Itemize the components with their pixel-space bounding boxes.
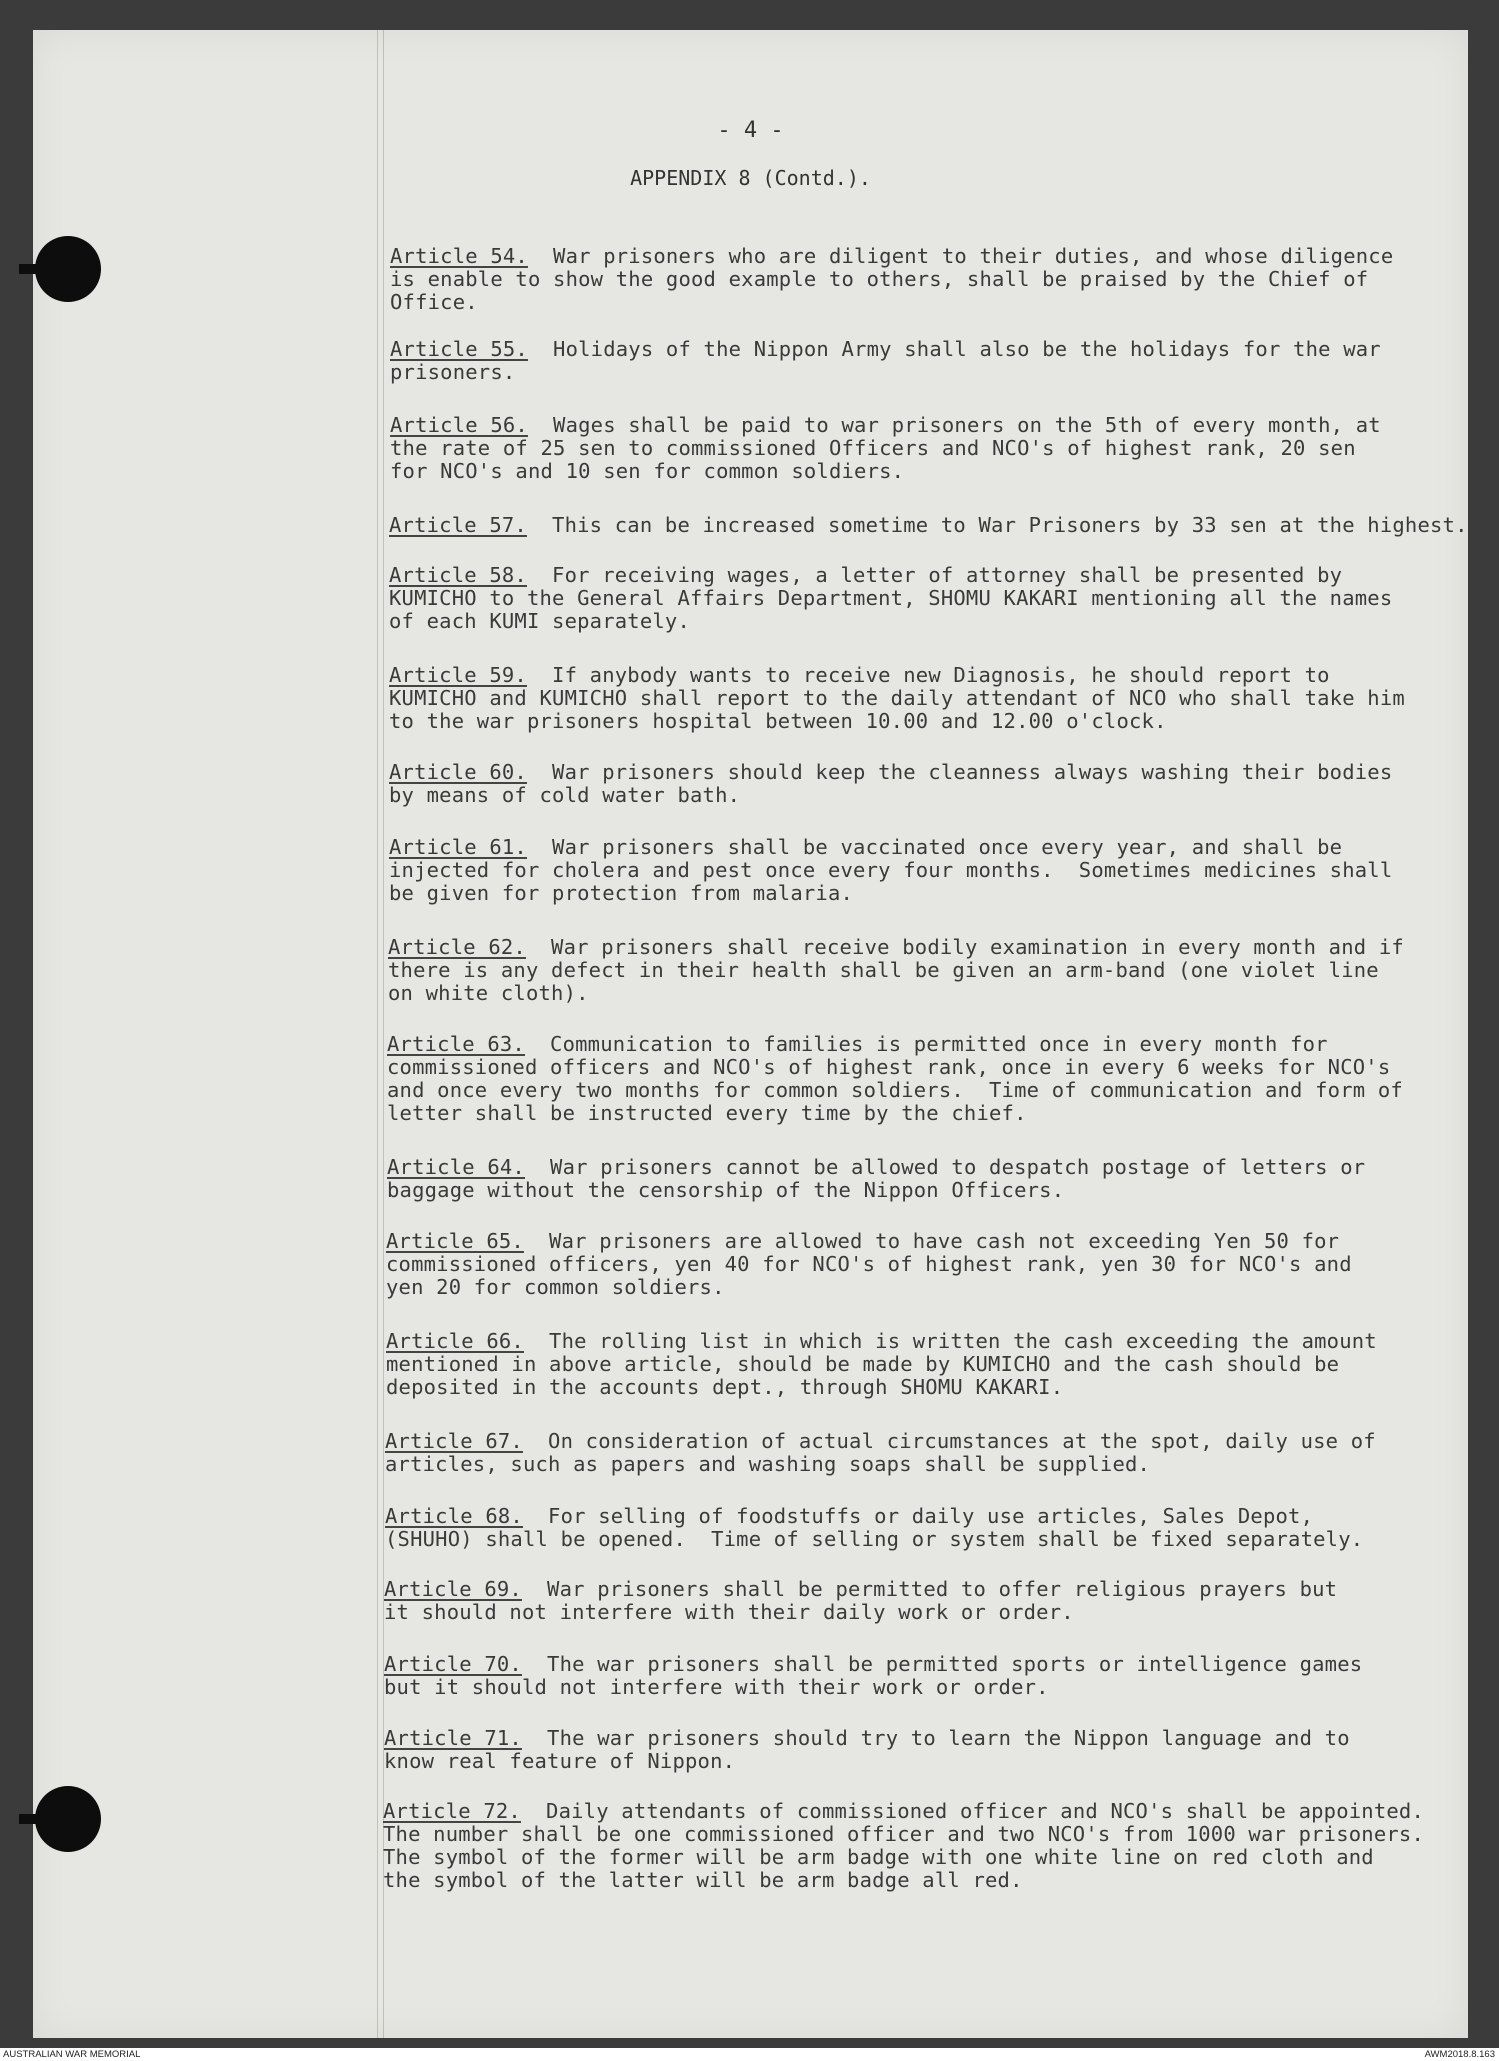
article-line: to the war prisoners hospital between 10.00 and 12.00 o'clock. bbox=[389, 709, 1167, 733]
article-block bbox=[385, 1505, 1363, 1551]
article-block bbox=[385, 1430, 1376, 1476]
article-label: Article 57. bbox=[389, 513, 527, 537]
article-block bbox=[390, 245, 1393, 314]
article-label: Article 55. bbox=[390, 337, 528, 361]
article-line: know real feature of Nippon. bbox=[384, 1749, 736, 1773]
article-block bbox=[390, 414, 1381, 483]
article-text: The war prisoners should try to learn the Nippon language and to bbox=[521, 1726, 1350, 1750]
article-text: This can be increased sometime to War Prisoners by 33 sen at the highest. bbox=[526, 513, 1468, 537]
article-text: The war prisoners shall be permitted sports or intelligence games bbox=[521, 1652, 1363, 1676]
footer-reference: AWM2018.8.163 bbox=[1424, 2049, 1495, 2060]
punch-slot-top bbox=[19, 264, 49, 274]
article-line: letter shall be instructed every time by the chief. bbox=[387, 1101, 1027, 1125]
punch-slot-bottom bbox=[19, 1814, 49, 1824]
article-line: there is any defect in their health shall be given an arm-band (one violet line bbox=[388, 958, 1379, 982]
article-line bbox=[384, 1727, 1350, 1750]
article-line: is enable to show the good example to others, shall be praised by the Chief of bbox=[390, 267, 1369, 291]
article-line: baggage without the censorship of the Nippon Officers. bbox=[387, 1178, 1065, 1202]
article-line: commissioned officers and NCO's of highest rank, once in every 6 weeks for NCO's bbox=[387, 1055, 1391, 1079]
footer-institution: AUSTRALIAN WAR MEMORIAL bbox=[3, 2049, 141, 2060]
article-text: War prisoners cannot be allowed to despatch postage of letters or bbox=[524, 1155, 1366, 1179]
article-line: Office. bbox=[390, 290, 478, 314]
article-text: The rolling list in which is written the cash exceeding the amount bbox=[523, 1329, 1377, 1353]
article-block bbox=[383, 1800, 1424, 1892]
article-text: For selling of foodstuffs or daily use articles, Sales Depot, bbox=[522, 1504, 1314, 1528]
article-line bbox=[388, 936, 1404, 959]
article-line bbox=[386, 1230, 1352, 1253]
margin-rule-left bbox=[377, 30, 378, 2038]
article-line bbox=[383, 1800, 1424, 1823]
article-label: Article 58. bbox=[389, 563, 527, 587]
article-block bbox=[387, 1156, 1365, 1202]
article-line: be given for protection from malaria. bbox=[389, 881, 854, 905]
article-block bbox=[384, 1578, 1337, 1624]
article-label: Article 68. bbox=[385, 1504, 523, 1528]
article-block bbox=[386, 1230, 1352, 1299]
article-label: Article 60. bbox=[389, 760, 527, 784]
article-text: Daily attendants of commissioned officer and NCO's shall be appointed. bbox=[520, 1799, 1424, 1823]
article-line: for NCO's and 10 sen for common soldiers. bbox=[390, 459, 905, 483]
footer-bar bbox=[0, 2048, 1499, 2061]
article-label: Article 66. bbox=[386, 1329, 524, 1353]
article-label: Article 70. bbox=[384, 1652, 522, 1676]
article-line: KUMICHO and KUMICHO shall report to the daily attendant of NCO who shall take him bbox=[389, 686, 1405, 710]
article-label: Article 69. bbox=[384, 1577, 522, 1601]
article-line: The number shall be one commissioned officer and two NCO's from 1000 war prisoners. bbox=[383, 1822, 1424, 1846]
article-line: commissioned officers, yen 40 for NCO's of highest rank, yen 30 for NCO's and bbox=[386, 1252, 1352, 1276]
article-line: on white cloth). bbox=[388, 981, 589, 1005]
article-line bbox=[387, 1156, 1365, 1179]
article-line bbox=[387, 1033, 1403, 1056]
article-text: Communication to families is permitted once in every month for bbox=[524, 1032, 1328, 1056]
article-line: by means of cold water bath. bbox=[389, 783, 741, 807]
article-text: War prisoners shall be vaccinated once every year, and shall be bbox=[526, 835, 1343, 859]
article-text: War prisoners shall be permitted to offer religious prayers but bbox=[521, 1577, 1338, 1601]
article-line bbox=[384, 1653, 1362, 1676]
article-line: it should not interfere with their daily work or order. bbox=[384, 1600, 1074, 1624]
article-line bbox=[390, 245, 1393, 268]
article-line: KUMICHO to the General Affairs Department, SHOMU KAKARI mentioning all the names bbox=[389, 586, 1393, 610]
article-text: War prisoners are allowed to have cash not exceeding Yen 50 for bbox=[523, 1229, 1340, 1253]
article-block bbox=[389, 761, 1392, 807]
article-block bbox=[389, 664, 1405, 733]
article-label: Article 63. bbox=[387, 1032, 525, 1056]
article-line bbox=[389, 664, 1405, 687]
article-line: The symbol of the former will be arm badge with one white line on red cloth and bbox=[383, 1845, 1374, 1869]
article-text: For receiving wages, a letter of attorney shall be presented by bbox=[526, 563, 1343, 587]
article-label: Article 64. bbox=[387, 1155, 525, 1179]
article-line: but it should not interfere with their work or order. bbox=[384, 1675, 1049, 1699]
article-block bbox=[387, 1033, 1403, 1125]
article-block bbox=[389, 836, 1392, 905]
article-label: Article 54. bbox=[390, 244, 528, 268]
document-page bbox=[33, 30, 1468, 2038]
article-line: and once every two months for common soldiers. Time of communication and form of bbox=[387, 1078, 1403, 1102]
article-line bbox=[385, 1505, 1363, 1528]
article-block bbox=[386, 1330, 1377, 1399]
article-label: Article 59. bbox=[389, 663, 527, 687]
article-label: Article 65. bbox=[386, 1229, 524, 1253]
article-line: mentioned in above article, should be made by KUMICHO and the cash should be bbox=[386, 1352, 1340, 1376]
article-line bbox=[389, 761, 1392, 784]
article-label: Article 72. bbox=[383, 1799, 521, 1823]
article-line: prisoners. bbox=[390, 360, 516, 384]
article-line: yen 20 for common soldiers. bbox=[386, 1275, 725, 1299]
article-label: Article 61. bbox=[389, 835, 527, 859]
article-text: On consideration of actual circumstances at the spot, daily use of bbox=[522, 1429, 1376, 1453]
article-line: articles, such as papers and washing soaps shall be supplied. bbox=[385, 1452, 1151, 1476]
article-label: Article 71. bbox=[384, 1726, 522, 1750]
article-label: Article 67. bbox=[385, 1429, 523, 1453]
article-text: If anybody wants to receive new Diagnosis, he should report to bbox=[526, 663, 1330, 687]
article-line: of each KUMI separately. bbox=[389, 609, 691, 633]
article-line bbox=[389, 564, 1392, 587]
article-block bbox=[384, 1653, 1362, 1699]
article-line bbox=[389, 514, 1468, 537]
appendix-heading: APPENDIX 8 (Contd.). bbox=[630, 166, 871, 190]
article-text: Holidays of the Nippon Army shall also be the holidays for the war bbox=[527, 337, 1381, 361]
article-label: Article 62. bbox=[388, 935, 526, 959]
article-block bbox=[390, 338, 1381, 384]
article-block bbox=[384, 1727, 1350, 1773]
article-block bbox=[388, 936, 1404, 1005]
page-number: - 4 - bbox=[717, 118, 784, 143]
article-text: War prisoners shall receive bodily examination in every month and if bbox=[525, 935, 1404, 959]
article-line bbox=[390, 338, 1381, 361]
article-text: Wages shall be paid to war prisoners on the 5th of every month, at bbox=[527, 413, 1381, 437]
article-line: deposited in the accounts dept., through SHOMU KAKARI. bbox=[386, 1375, 1064, 1399]
article-text: War prisoners should keep the cleanness always washing their bodies bbox=[526, 760, 1393, 784]
article-line bbox=[385, 1430, 1376, 1453]
article-line: the rate of 25 sen to commissioned Officers and NCO's of highest rank, 20 sen bbox=[390, 436, 1356, 460]
article-text: War prisoners who are diligent to their duties, and whose diligence bbox=[527, 244, 1394, 268]
article-block bbox=[389, 564, 1392, 633]
article-line: (SHUHO) shall be opened. Time of selling or system shall be fixed separately. bbox=[385, 1527, 1364, 1551]
article-line bbox=[384, 1578, 1337, 1601]
article-label: Article 56. bbox=[390, 413, 528, 437]
article-line bbox=[389, 836, 1392, 859]
article-line bbox=[386, 1330, 1377, 1353]
article-block bbox=[389, 514, 1468, 537]
article-line: injected for cholera and pest once every four months. Sometimes medicines shall bbox=[389, 858, 1393, 882]
article-line bbox=[390, 414, 1381, 437]
article-line: the symbol of the latter will be arm badge all red. bbox=[383, 1868, 1023, 1892]
